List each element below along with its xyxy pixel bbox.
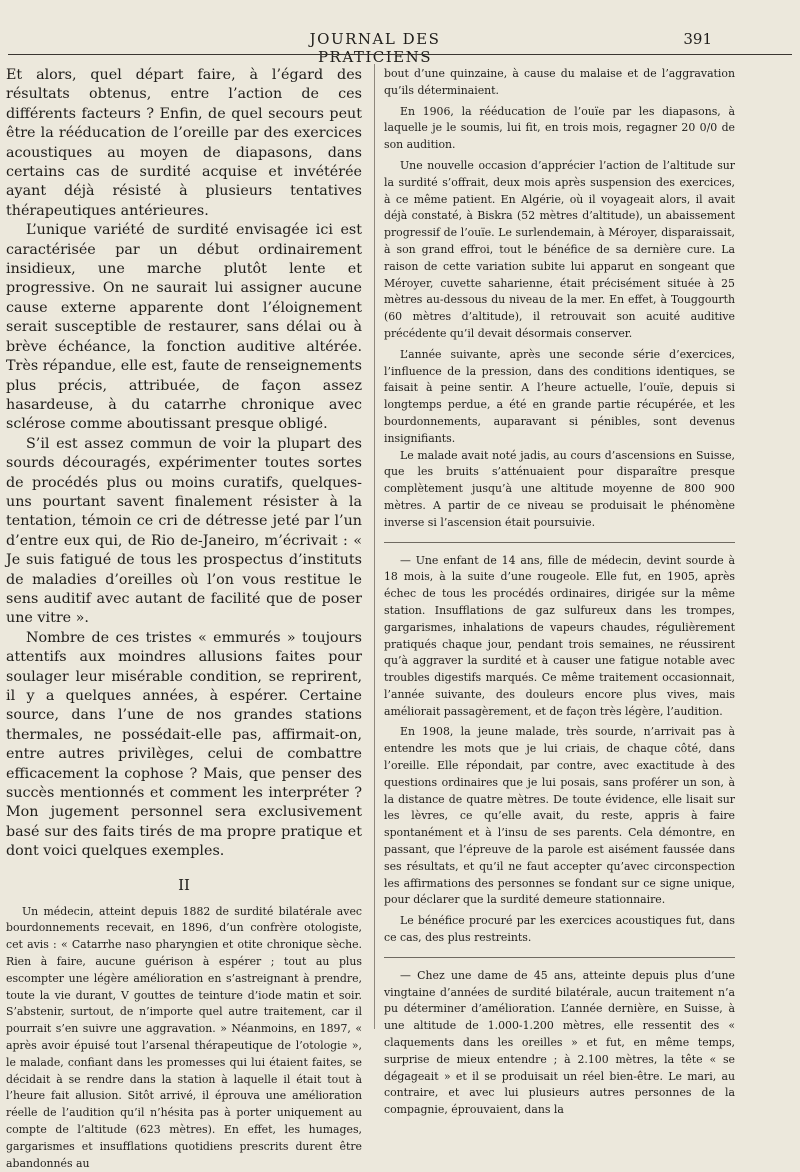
running-title: JOURNAL DES PRATICIENS xyxy=(309,30,441,66)
paragraph: Le malade avait noté jadis, au cours d’ascensions en Suisse, que les bruits s’atténuaient pour disparaître presque complètement jusqu’à une altitude moyenne de 800 900 mètres. A partir de ce niveau se produisait le phénomène inverse si l’ascension était poursuivie. xyxy=(384,448,735,529)
paragraph: bout d’une quinzaine, à cause du malaise et de l’aggravation qu’ils déterminaient. xyxy=(384,67,735,97)
paragraph: — Une enfant de 14 ans, fille de médecin, devint sourde à 18 mois, à la suite d’une rougeole. Elle fut, en 1905, après échec de tous les procédés ordinaires, dirigée sur la même station. Insufflations de gaz sulfureux dans les trompes, gargarismes, inhalations de vapeurs chaudes, régulièrement pratiqués chaque jour, pendant trois semaines, ne réussirent qu’à aggraver la surdité et à causer une fatigue notable avec troubles digestifs marqués. Ce même traitement occasionnait, l’année suivante, des douleurs encore plus vives, mais améliorait passagèrement, et de façon très légère, l’audition. xyxy=(384,553,735,718)
section-separator xyxy=(384,957,735,958)
paragraph: Et alors, quel départ faire, à l’égard des résultats obtenus, entre l’action de ces différents facteurs ? Enfin, de quel secours peut être la rééducation de l’oreille par des exercices acoustiques au moyen de diapasons, dans certains cas de surdité acquise et invétérée ayant déjà résisté à plusieurs tentatives thérapeutiques antérieures. xyxy=(6,67,362,219)
paragraph: En 1906, la rééducation de l’ouïe par les diapasons, à laquelle je le soumis, lui fit, en trois mois, regagner 20 0/0 de son audition. xyxy=(384,104,735,152)
paragraph: Un médecin, atteint depuis 1882 de surdité bilatérale avec bourdonnements recevait, en 1896, d’un confrère otologiste, cet avis : « Catarrhe naso pharyngien et otite chronique sèche. Rien à faire, aucune guérison à espérer ; tout au plus escompter une légère amélioration en s’astreignant à prendre, toute la vie durant, V gouttes de teinture d’iode matin et soir. S’abstenir, surtout, de n’importe quel autre traitement, car il pourrait s’en suivre une aggravation. » Néanmoins, en 1897, « après avoir épuisé tout l’arsenal thérapeutique de l’otologie », le malade, confiant dans les promesses qui lui étaient faites, se décidait à se rendre dans la station à laquelle il était tout à l’heure fait allusion. Sitôt arrivé, il éprouva une amélioration réelle de l’audition qu’il n’hésita pas à porter uniquement au compte de l’altitude (623 mètres). En effet, les humages, gargarismes et insufflations quotidiens prescrits durent être abandonnés au xyxy=(6,904,362,1170)
paragraph: L’année suivante, après une seconde série d’exercices, l’influence de la pression, dans des conditions identiques, se faisait à peine sentir. A l’heure actuelle, l’ouïe, depuis si longtemps perdue, a été en grande partie récupérée, et les bourdonnements, auparavant si pénibles, sont devenus insignifiants. xyxy=(384,347,735,445)
right-column xyxy=(384,66,735,1117)
column-divider xyxy=(374,64,375,1029)
paragraph: — Chez une dame de 45 ans, atteinte depuis plus d’une vingtaine d’années de surdité bilatérale, aucun traitement n’a pu déterminer d’amélioration. L’année dernière, en Suisse, à une altitude de 1.000-1.200 mètres, elle ressentit des « claquements dans les oreilles » et fut, en même temps, surprise de mieux entendre ; à 2.100 mètres, la tête « se dégageait » et il se produisait un réel bien-être. Le mari, au contraire, et avec lui plusieurs autres personnes de la compagnie, éprouvaient, dans la xyxy=(384,968,735,1117)
paragraph: Nombre de ces tristes « emmurés » toujours attentifs aux moindres allusions faites pour soulager leur misérable condition, se reprirent, il y a quelques années, à espérer. Certaine source, dans l’une de nos grandes stations thermales, ne possédait-elle pas, affirmait-on, entre autres privilèges, celui de combattre efficacement la cophose ? Mais, que penser des succès mentionnés et comment les interpréter ? Mon jugement personnel sera exclusivement basé sur des faits tirés de ma propre pratique et dont voici quelques exemples. xyxy=(6,629,362,860)
page-number: 391 xyxy=(683,30,712,48)
paragraph: En 1908, la jeune malade, très sourde, n’arrivait pas à entendre les mots que je lui criais, de chaque côté, dans l’oreille. Elle répondait, par contre, avec exactitude à des questions ordinaires que je lui posais, sans proférer un son, à la distance de quatre mètres. De toute évidence, elle lisait sur les lèvres, ce qu’elle avait, du reste, appris à faire spontanément et à l’insu de ses parents. Cela démontre, en passant, que l’épreuve de la parole est aisément faussée dans ses résultats, et qu’il ne faut accepter qu’avec circonspection les affirmations des personnes se fondant sur ce signe unique, pour déclarer que la surdité demeure stationnaire. xyxy=(384,725,735,907)
paragraph: Le bénéfice procuré par les exercices acoustiques fut, dans ce cas, des plus restreints. xyxy=(384,914,735,945)
paragraph: L’unique variété de surdité envisagée ici est caractérisée par un début ordinairement insidieux, une marche plutôt lente et progressive. On ne saurait lui assigner aucune cause externe apparente dont l’éloignement serait susceptible de restaurer, sans délai ou à brève échéance, la fonction auditive altérée. Très répandue, elle est, faute de renseignements plus précis, attribuée, de façon assez hasardeuse, à du catarrhe chronique avec sclérose comme aboutissant presque obligé. xyxy=(6,222,362,433)
page-header xyxy=(0,24,800,66)
left-column xyxy=(6,66,362,1170)
paragraph: Une nouvelle occasion d’apprécier l’action de l’altitude sur la surdité s’offrait, deux mois après suspension des exercices, à ce même patient. En Algérie, où il voyageait alors, il avait déjà constaté, à Biskra (52 mètres d’altitude), un abaissement progressif de l’ouïe. Le surlendemain, à Méroyer, disparaissait, à son grand effroi, tout le bénéfice de sa dernière cure. La raison de cette variation subite lui apparut en songeant que Méroyer, cuvette saharienne, était précisément située à 25 mètres au-dessous du niveau de la mer. En effet, à Touggourth (60 mètres d’altitude), il retrouvait son acuité auditive précédente qu’il devait désormais conserver. xyxy=(384,158,735,340)
paragraph: S’il est assez commun de voir la plupart des sourds découragés, expérimenter toutes sortes de procédés plus ou moins curatifs, quelques-uns pourtant savent finalement résister à la tentation, témoin ce cri de détresse jeté par l’un d’entre eux qui, de Rio de-Janeiro, m’écrivait : « Je suis fatigué de tous les prospectus d’instituts de maladies d’oreilles où l’on vous restitue le sens auditif avec autant de facilité que de poser une vitre ». xyxy=(6,435,362,627)
section-heading: II xyxy=(178,875,190,894)
section-separator xyxy=(384,542,735,543)
header-rule xyxy=(8,54,792,55)
